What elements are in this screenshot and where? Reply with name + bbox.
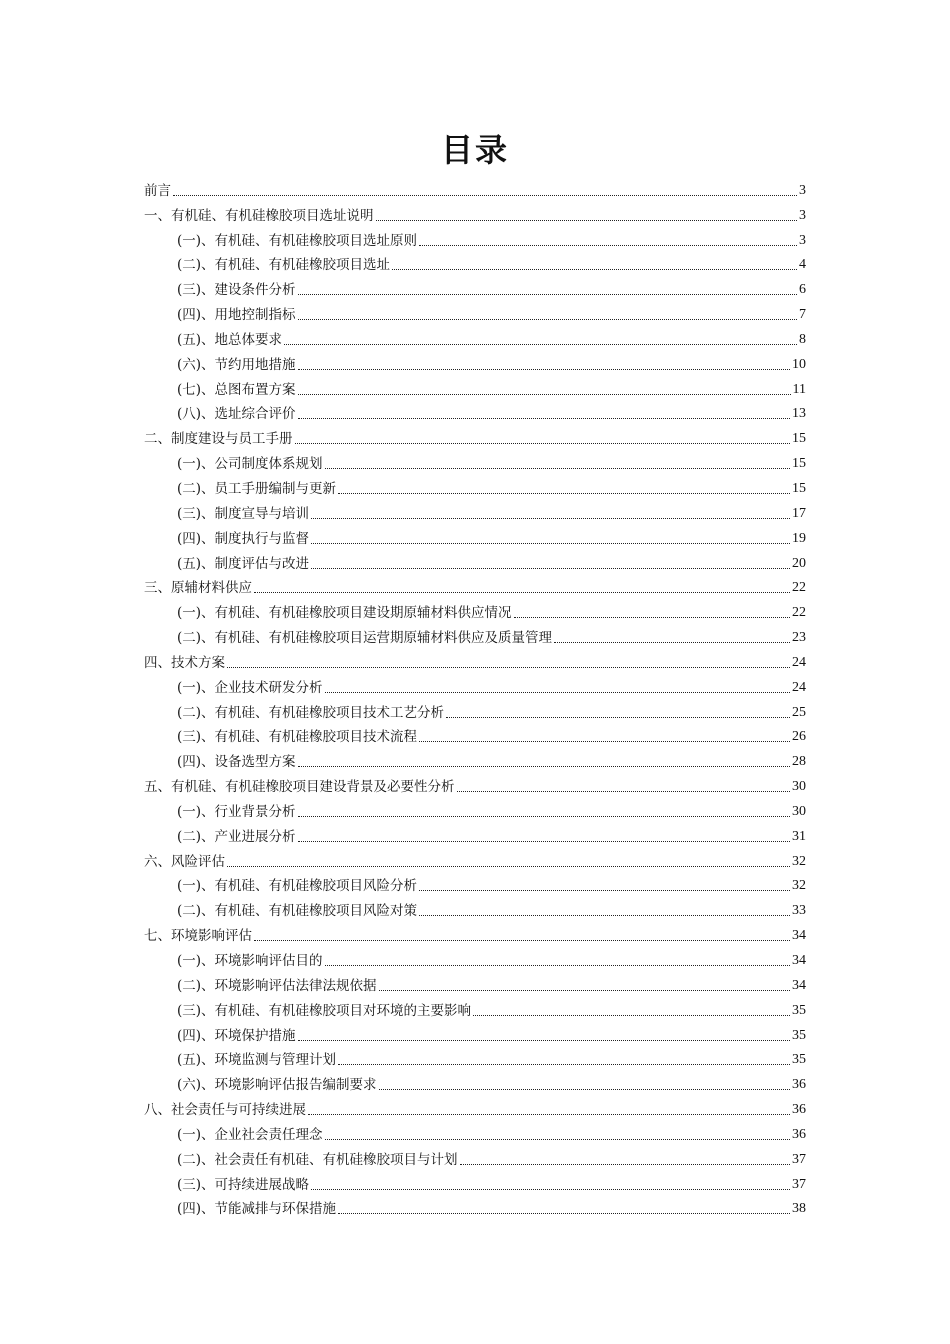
toc-entry[interactable] [144, 597, 806, 622]
toc-entry-label: (一)、企业技术研发分析 [177, 679, 323, 696]
toc-entry-label: (一)、有机硅、有机硅橡胶项目建设期原辅材料供应情况 [177, 605, 512, 622]
table-of-contents [144, 175, 806, 1218]
toc-dot-leader [284, 344, 797, 345]
toc-entry-page-number: 24 [792, 679, 806, 695]
toc-entry[interactable] [144, 523, 806, 548]
toc-entry[interactable] [144, 945, 806, 970]
toc-entry[interactable] [144, 299, 806, 324]
toc-entry[interactable] [144, 697, 806, 722]
toc-entry-label: 八、社会责任与可持续进展 [144, 1102, 306, 1119]
toc-dot-leader [173, 195, 797, 196]
toc-entry-page-number: 19 [792, 530, 806, 546]
toc-entry[interactable] [144, 399, 806, 424]
toc-dot-leader [254, 592, 790, 593]
toc-entry-page-number: 36 [792, 1102, 806, 1118]
toc-entry-label: (五)、制度评估与改进 [177, 555, 310, 572]
toc-dot-leader [379, 990, 790, 991]
toc-dot-leader [298, 766, 790, 767]
toc-entry-label: (八)、选址综合评价 [177, 406, 296, 423]
toc-entry-label: (四)、环境保护措施 [177, 1027, 296, 1044]
toc-entry-page-number: 3 [799, 232, 806, 248]
toc-dot-leader [514, 617, 790, 618]
toc-entry-label: (一)、环境影响评估目的 [177, 953, 323, 969]
toc-dot-leader [325, 1139, 790, 1140]
toc-dot-leader [325, 692, 790, 693]
toc-dot-leader [298, 1040, 790, 1041]
toc-entry-page-number: 35 [792, 1027, 806, 1043]
toc-entry-page-number: 30 [792, 803, 806, 819]
toc-entry[interactable] [144, 498, 806, 523]
toc-entry-label: (四)、制度执行与监督 [177, 530, 310, 547]
toc-entry-label: 六、风险评估 [144, 853, 225, 870]
toc-entry-page-number: 32 [792, 853, 806, 869]
toc-entry-label: (四)、设备选型方案 [177, 754, 296, 771]
toc-dot-leader [311, 543, 790, 544]
toc-dot-leader [338, 1064, 790, 1065]
toc-entry-page-number: 3 [799, 182, 806, 198]
toc-dot-leader [554, 642, 790, 643]
toc-entry-label: (三)、建设条件分析 [177, 282, 296, 299]
toc-entry-label: (二)、社会责任有机硅、有机硅橡胶项目与计划 [177, 1151, 458, 1168]
toc-entry-page-number: 15 [792, 431, 806, 447]
toc-entry-page-number: 3 [799, 207, 806, 223]
toc-entry[interactable] [144, 1069, 806, 1094]
toc-dot-leader [298, 418, 790, 419]
toc-entry[interactable] [144, 920, 806, 945]
toc-entry[interactable] [144, 374, 806, 399]
toc-entry-page-number: 24 [792, 654, 806, 670]
toc-entry-page-number: 26 [792, 729, 806, 745]
toc-entry[interactable] [144, 846, 806, 871]
toc-entry-page-number: 28 [792, 754, 806, 770]
toc-entry-page-number: 37 [792, 1176, 806, 1192]
toc-entry-page-number: 7 [799, 307, 806, 323]
toc-entry-page-number: 36 [792, 1077, 806, 1093]
toc-entry[interactable] [144, 796, 806, 821]
toc-dot-leader [311, 518, 790, 519]
toc-title: 目录 [440, 131, 509, 169]
toc-entry-page-number: 8 [799, 331, 806, 347]
toc-entry-page-number: 34 [792, 953, 806, 968]
toc-entry-page-number: 30 [792, 779, 806, 795]
toc-entry[interactable] [144, 722, 806, 747]
toc-entry[interactable] [144, 573, 806, 598]
toc-entry[interactable] [144, 647, 806, 672]
toc-entry-page-number: 35 [792, 1002, 806, 1018]
toc-entry-page-number: 15 [792, 480, 806, 496]
toc-dot-leader [325, 965, 790, 966]
toc-dot-leader [419, 915, 790, 916]
toc-entry[interactable] [144, 274, 806, 299]
toc-dot-leader [298, 394, 791, 395]
toc-entry-label: (二)、有机硅、有机硅橡胶项目运营期原辅材料供应及质量管理 [177, 630, 553, 647]
toc-entry-page-number: 11 [792, 381, 806, 397]
toc-entry-page-number: 20 [792, 555, 806, 571]
toc-entry-label: (三)、制度宣导与培训 [177, 505, 310, 522]
toc-entry[interactable] [144, 1144, 806, 1169]
toc-entry-label: (七)、总图布置方案 [177, 381, 296, 398]
toc-entry-page-number: 31 [792, 828, 806, 844]
toc-dot-leader [298, 319, 797, 320]
toc-entry-label: (四)、节能减排与环保措施 [177, 1201, 337, 1218]
toc-dot-leader [392, 269, 797, 270]
toc-dot-leader [227, 667, 790, 668]
toc-entry[interactable] [144, 200, 806, 225]
toc-entry-label: 五、有机硅、有机硅橡胶项目建设背景及必要性分析 [144, 779, 455, 796]
toc-entry[interactable] [144, 1020, 806, 1045]
toc-entry-label: (二)、有机硅、有机硅橡胶项目选址 [177, 257, 391, 274]
toc-entry-page-number: 34 [792, 977, 806, 993]
toc-dot-leader [295, 443, 791, 444]
toc-entry-page-number: 6 [799, 282, 806, 298]
toc-entry[interactable] [144, 423, 806, 448]
toc-entry[interactable] [144, 672, 806, 697]
toc-entry-label: (六)、环境影响评估报告编制要求 [177, 1077, 377, 1094]
toc-dot-leader [227, 866, 790, 867]
toc-entry[interactable] [144, 175, 806, 200]
toc-dot-leader [325, 468, 790, 469]
toc-entry[interactable] [144, 771, 806, 796]
toc-entry-label: (二)、有机硅、有机硅橡胶项目技术工艺分析 [177, 704, 445, 721]
toc-entry-label: (一)、有机硅、有机硅橡胶项目选址原则 [177, 232, 418, 249]
toc-entry-page-number: 32 [792, 878, 806, 894]
toc-entry[interactable] [144, 448, 806, 473]
toc-dot-leader [308, 1114, 790, 1115]
toc-dot-leader [311, 1189, 790, 1190]
toc-entry[interactable] [144, 349, 806, 374]
toc-entry-page-number: 23 [792, 630, 806, 646]
toc-entry[interactable] [144, 895, 806, 920]
toc-entry-page-number: 38 [792, 1201, 806, 1217]
toc-entry[interactable] [144, 622, 806, 647]
toc-entry-page-number: 4 [799, 257, 806, 273]
toc-dot-leader [473, 1015, 790, 1016]
toc-entry-label: 四、技术方案 [144, 654, 225, 671]
toc-entry-page-number: 33 [792, 903, 806, 919]
toc-entry-page-number: 35 [792, 1052, 806, 1068]
toc-entry-page-number: 15 [792, 456, 806, 472]
toc-entry[interactable] [144, 473, 806, 498]
toc-entry-label: (三)、可持续进展战略 [177, 1176, 310, 1193]
toc-entry-label: 二、制度建设与员工手册 [144, 431, 293, 448]
toc-dot-leader [376, 220, 798, 221]
toc-entry-page-number: 36 [792, 1126, 806, 1142]
toc-dot-leader [338, 493, 790, 494]
toc-entry-page-number: 34 [792, 928, 806, 944]
toc-entry-label: (一)、有机硅、有机硅橡胶项目风险分析 [177, 878, 418, 895]
toc-entry-page-number: 37 [792, 1151, 806, 1167]
toc-entry-label: (一)、公司制度体系规划 [177, 456, 323, 473]
toc-entry[interactable] [144, 1194, 806, 1219]
toc-entry-label: 前言 [144, 182, 171, 199]
toc-dot-leader [298, 816, 790, 817]
toc-entry-page-number: 25 [792, 704, 806, 720]
toc-entry-label: 七、环境影响评估 [144, 928, 252, 945]
toc-dot-leader [338, 1213, 790, 1214]
toc-entry[interactable] [144, 225, 806, 250]
toc-entry-label: (四)、用地控制指标 [177, 307, 296, 324]
toc-entry-page-number: 13 [792, 406, 806, 422]
toc-entry[interactable] [144, 250, 806, 275]
toc-entry-label: (二)、环境影响评估法律法规依据 [177, 977, 377, 994]
toc-entry[interactable] [144, 1119, 806, 1144]
toc-entry[interactable] [144, 324, 806, 349]
toc-entry-label: (三)、有机硅、有机硅橡胶项目技术流程 [177, 729, 418, 746]
toc-entry[interactable] [144, 821, 806, 846]
toc-entry[interactable] [144, 1169, 806, 1194]
toc-entry-page-number: 17 [792, 505, 806, 521]
toc-entry-label: 一、有机硅、有机硅橡胶项目选址说明 [144, 207, 374, 224]
toc-entry-label: (五)、地总体要求 [177, 331, 283, 348]
toc-entry-label: (二)、产业进展分析 [177, 828, 296, 845]
toc-dot-leader [254, 940, 790, 941]
toc-entry[interactable] [144, 871, 806, 896]
toc-dot-leader [311, 568, 790, 569]
toc-entry[interactable] [144, 1045, 806, 1070]
toc-dot-leader [446, 717, 790, 718]
toc-entry[interactable] [144, 746, 806, 771]
toc-dot-leader [419, 890, 790, 891]
toc-entry-label: (五)、环境监测与管理计划 [177, 1052, 337, 1069]
toc-entry[interactable] [144, 1094, 806, 1119]
toc-dot-leader [419, 245, 797, 246]
toc-dot-leader [457, 791, 791, 792]
toc-entry[interactable] [144, 970, 806, 995]
toc-dot-leader [298, 294, 797, 295]
toc-entry-page-number: 22 [792, 605, 806, 621]
toc-entry[interactable] [144, 548, 806, 573]
toc-entry-label: (二)、有机硅、有机硅橡胶项目风险对策 [177, 903, 418, 920]
toc-dot-leader [379, 1089, 790, 1090]
toc-entry-page-number: 22 [792, 580, 806, 596]
toc-entry-label: (一)、企业社会责任理念 [177, 1126, 323, 1143]
toc-dot-leader [419, 741, 790, 742]
toc-entry-label: (二)、员工手册编制与更新 [177, 480, 337, 497]
toc-dot-leader [298, 369, 790, 370]
toc-entry-label: (三)、有机硅、有机硅橡胶项目对环境的主要影响 [177, 1002, 472, 1019]
toc-dot-leader [298, 841, 790, 842]
toc-entry-label: (六)、节约用地措施 [177, 356, 296, 373]
toc-entry-page-number: 10 [792, 356, 806, 372]
toc-entry-label: (一)、行业背景分析 [177, 803, 296, 820]
toc-entry[interactable] [144, 995, 806, 1020]
toc-entry-label: 三、原辅材料供应 [144, 580, 252, 597]
toc-dot-leader [460, 1164, 790, 1165]
